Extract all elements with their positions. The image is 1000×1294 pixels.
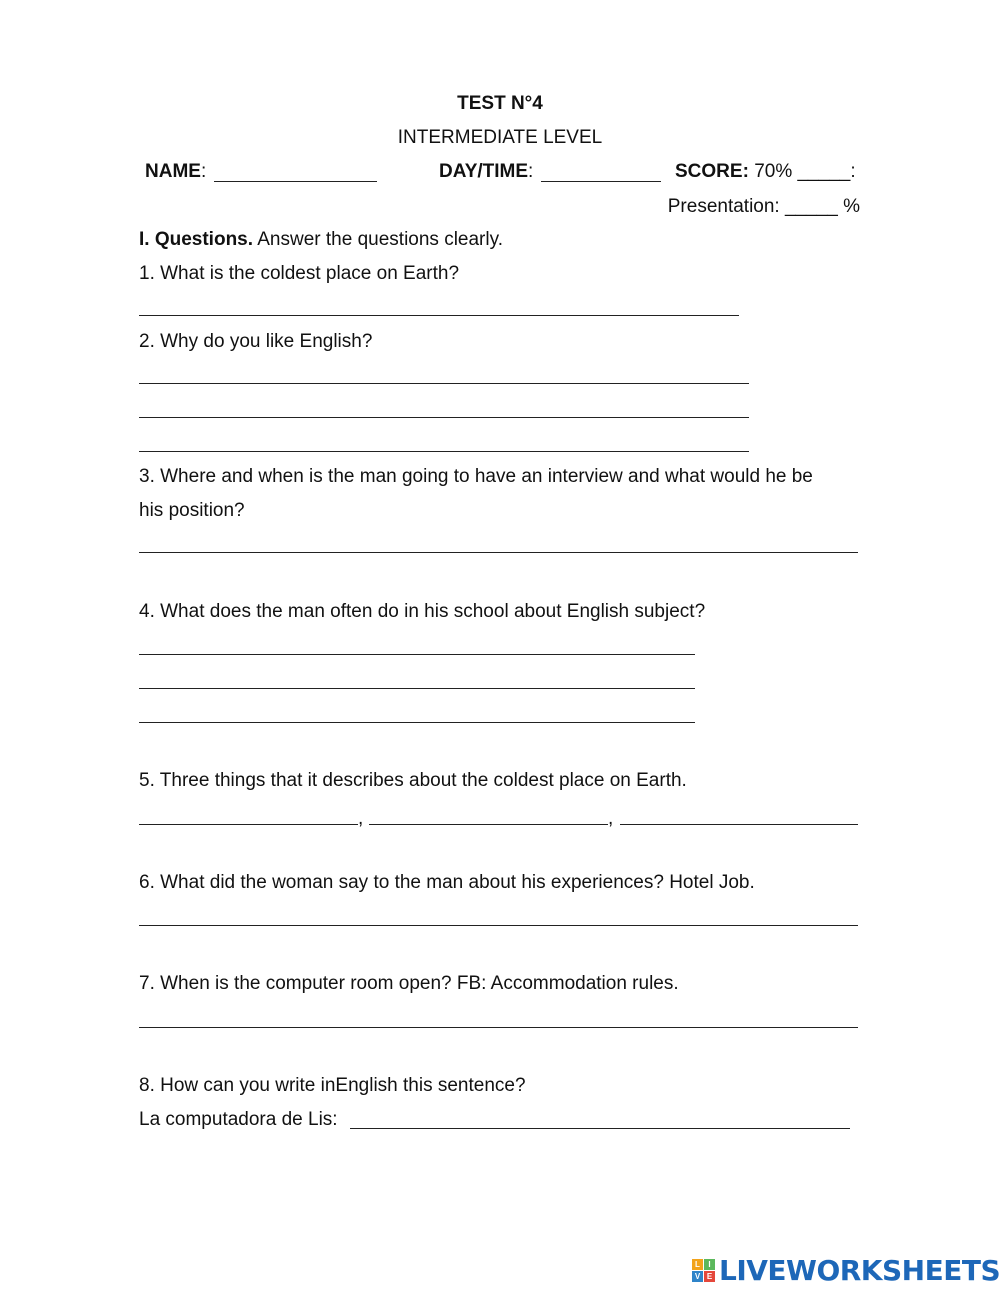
- name-label: NAME: [145, 161, 201, 182]
- score-group: [675, 161, 856, 183]
- day-field[interactable]: [541, 181, 661, 182]
- section-label: I. Questions.: [139, 229, 254, 250]
- answer-line-4c[interactable]: [139, 722, 695, 723]
- question-5: 5. Three things that it describes about the coldest place on Earth.: [139, 770, 687, 791]
- answer-line-6[interactable]: [139, 925, 858, 926]
- name-label-group: [145, 161, 206, 183]
- question-3-line-1: 3. Where and when is the man going to have an interview and what would he be: [139, 466, 813, 487]
- answer-line-5b[interactable]: [369, 824, 608, 825]
- question-3-line-2: his position?: [139, 500, 245, 521]
- score-label: SCORE:: [675, 161, 749, 182]
- liveworksheets-logo-text: LIVEWORKSHEETS: [719, 1254, 1000, 1287]
- score-value: 70% _____:: [754, 161, 856, 182]
- day-label-group: [439, 161, 533, 183]
- question-4: 4. What does the man often do in his school about English subject?: [139, 601, 706, 622]
- logo-icon-tile-l: L: [692, 1259, 703, 1270]
- test-title: TEST N°4: [457, 93, 543, 114]
- section-instruction: Answer the questions clearly.: [253, 229, 503, 250]
- answer-line-2b[interactable]: [139, 417, 749, 418]
- answer-line-4b[interactable]: [139, 688, 695, 689]
- question-7: 7. When is the computer room open? FB: Accommodation rules.: [139, 973, 679, 994]
- logo-icon-tile-v: V: [692, 1271, 703, 1282]
- question-2: 2. Why do you like English?: [139, 331, 373, 352]
- section-heading: [139, 229, 503, 251]
- question-6: 6. What did the woman say to the man about his experiences? Hotel Job.: [139, 872, 755, 893]
- level-heading: INTERMEDIATE LEVEL: [397, 127, 603, 148]
- answer-line-2c[interactable]: [139, 451, 749, 452]
- translation-prompt: La computadora de Lis:: [139, 1109, 338, 1130]
- name-field[interactable]: [214, 181, 377, 182]
- liveworksheets-logo: [692, 1254, 1000, 1287]
- day-colon: :: [528, 161, 534, 182]
- answer-line-1[interactable]: [139, 315, 739, 316]
- presentation-score: Presentation: _____ %: [667, 196, 860, 217]
- answer-line-2a[interactable]: [139, 383, 749, 384]
- name-colon: :: [200, 161, 207, 182]
- answer-line-8[interactable]: [350, 1128, 850, 1129]
- comma-separator-1: ,: [358, 808, 364, 829]
- comma-separator-2: ,: [608, 808, 614, 829]
- question-1: 1. What is the coldest place on Earth?: [139, 263, 460, 284]
- logo-icon-tile-i: I: [704, 1259, 715, 1270]
- question-8: 8. How can you write inEnglish this sentence?: [139, 1075, 526, 1096]
- answer-line-7[interactable]: [139, 1027, 858, 1028]
- answer-line-5a[interactable]: [139, 824, 358, 825]
- answer-line-5c[interactable]: [620, 824, 858, 825]
- answer-line-3[interactable]: [139, 552, 858, 553]
- liveworksheets-logo-icon: [692, 1259, 715, 1282]
- logo-icon-tile-e: E: [704, 1271, 715, 1282]
- answer-line-4a[interactable]: [139, 654, 695, 655]
- day-label: DAY/TIME: [439, 161, 529, 182]
